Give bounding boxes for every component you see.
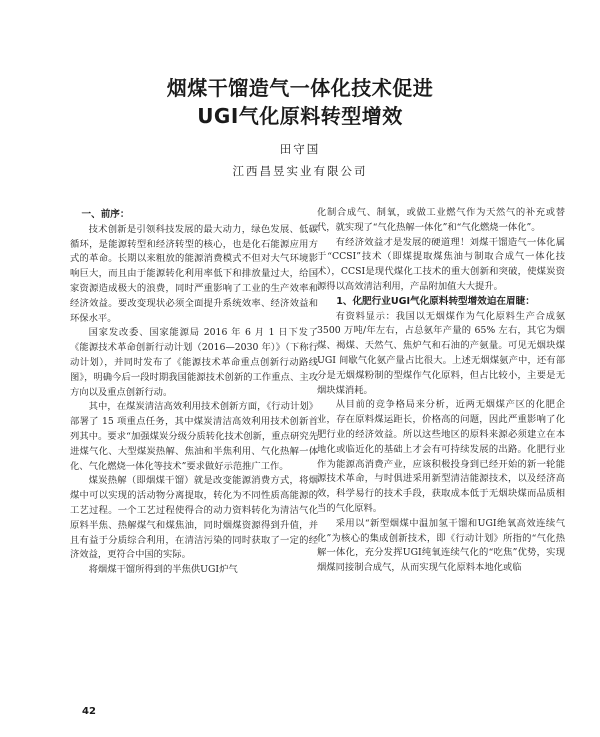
paragraph: 其中，在煤炭清洁高效利用技术创新方面，《行动计划》部署了 15 项重点任务，其中煤炭清洁高效利用技术创新首列其中。要求“加强煤炭分级分质转化技术创新，重点研究先进煤气化、大型煤炭热解、焦油和半焦利用、气化热解一体化、气化燃烧一体化等技术”要求做好示范推广工作。 bbox=[70, 401, 318, 472]
paragraph: 有经济效益才是发展的硬道理！刘煤干馏造气一体化属于“CCSI”技术（即煤提取煤焦油与制取合成气一体化技术），CCSI是现代煤化工技术的重大创新和突破，使煤炭资源得以高效清洁利用，产品附加值大大提升。 bbox=[317, 236, 565, 292]
page-number: 42 bbox=[82, 706, 96, 717]
affiliation: 江西昌昱实业有限公司 bbox=[232, 164, 368, 178]
right-column bbox=[317, 206, 565, 576]
title-line-2: UGI气化原料转型增效 bbox=[197, 104, 403, 128]
section-heading-intro: 一、前序： bbox=[81, 209, 130, 220]
left-column bbox=[70, 208, 318, 578]
paragraph: 从目前的竞争格局来分析，近两无烟煤产区的化肥企业，存在原料煤运距长，价格高的问题，因此严重影响了化肥行业的经济效益。所以这些地区的原料来源必须建立在本地化或临近化的基础上才会有可持续发展的出路。化肥行业作为能源高消费产业，应该积极投身到已经开始的新一轮能源技术革命，与时俱进采用新型清洁能源技术，以及经济高效，科学易行的技术手段，获取成本低于无烟块煤而品质相当的气化原料。 bbox=[317, 399, 565, 514]
paragraph: 采用以“新型烟煤中温加氢干馏和UGI绝氧高效连续气化”为核心的集成创新技术，即《行动计划》所指的“气化热解一体化，充分发挥UGI纯氧连续气化的“吃焦”优势，实现烟煤同接制合成气，从而实现气化原料本地化或临 bbox=[317, 517, 565, 574]
paragraph: 将烟煤干馏所得到的半焦供UGI炉气 bbox=[88, 564, 238, 576]
paragraph: 有资料显示：我国以无烟煤作为气化原料生产合成氨 3500 万吨/年左右，占总氨年产量的 65% 左右，其它为烟煤、褐煤、天然气、焦炉气和石油的产氨量。可见无烟块煤 UGI 间歇气化氨产量占比很大。上述无烟煤氨产中，还有部分是无烟煤粉制的型煤作气化原料，但占比较小，主要是无烟块煤消耗。 bbox=[317, 310, 565, 396]
section-heading-1: 1、化肥行业UGI气化原料转型增效迫在眉睫： bbox=[336, 295, 535, 307]
paragraph: 国家发改委、国家能源局 2016 年 6 月 1 日下发了《能源技术革命创新行动计划（2016—2030 年）》（下称行动计划），并同时发布了《能源技术革命重点创新行动路线图》，明确今后一段时期我国能源技术创新的工作重点、主攻方向以及重点创新行动。 bbox=[70, 327, 318, 398]
paragraph: 化制合成气、制氧，或做工业燃气作为天然气的补充或替代，就实现了“气化热解一体化”和“气化燃烧一体化”。 bbox=[317, 207, 565, 233]
paragraph: 技术创新是引领科技发展的最大动力，绿色发展、低碳循环，是能源转型和经济转型的核心，也是化石能源应用方式的革命。长期以来粗放的能源消费模式不但对大气环境影响巨大，而且由于能源转化利用率低下和排放量过大，给国家资源造成极大的浪费，同时严重影响了工业的生产效率和经济效益。要改变现状必须全面提升系统效率、经济效益和环保水平。 bbox=[70, 223, 318, 324]
paragraph: 煤炭热解（即烟煤干馏）就是改变能源消费方式，将烟煤中可以实现的活动物分离提取，转化为不同性质高能源的工艺过程。一个工艺过程使得合的动力资料转化为清洁气化原料半焦、热解煤气和煤焦油，同时烟煤资源得到升值，并且有益于分质综合利用，在清洁污染的同时获取了一定的经济效益，更符合中国的实际。 bbox=[70, 475, 318, 561]
author: 田守国 bbox=[279, 142, 321, 156]
title-line-1: 烟煤干馏造气一体化技术促进 bbox=[166, 76, 434, 100]
